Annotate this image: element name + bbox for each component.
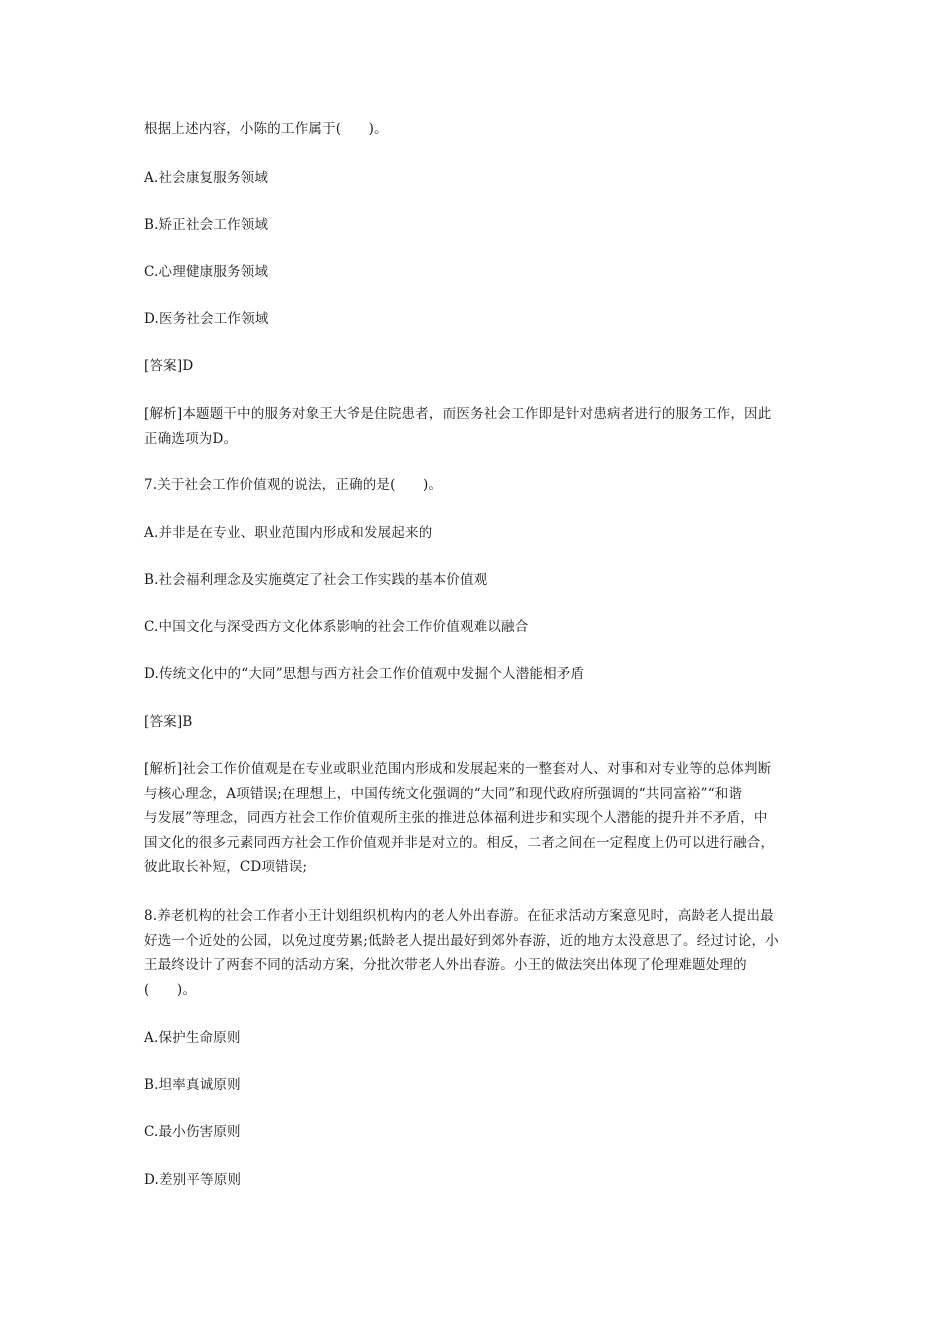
q6-option-c: C.心理健康服务领域 [144,264,269,280]
q6-analysis-line: 正确选项为D。 [144,430,238,447]
q7-analysis-line: 与发展”等理念，同西方社会工作价值观所主张的推进总体福利进步和实现个人潜能的提升并不矛盾，中 [144,810,768,826]
q8-stem [144,904,812,1002]
q7-analysis-line: 彼此取长补短，CD项错误; [144,859,308,875]
q6-analysis-line: [解析]本题题干中的服务对象王大爷是住院患者，而医务社会工作即是针对患病者进行的服务工作，因此 [144,406,772,422]
q7-answer: [答案]B [144,714,193,730]
q6-stem: 根据上述内容，小陈的工作属于( )。 [144,121,388,137]
q8-stem-line: 好选一个近处的公园，以免过度劳累;低龄老人提出最好到郊外春游，近的地方太没意思了。经过讨论，小 [144,932,779,949]
q7-analysis-line: 国文化的很多元素同西方社会工作价值观并非是对立的。相反，二者之间在一定程度上仍可以进行融合， [144,834,775,851]
q6-analysis [144,402,812,451]
q6-option-d: D.医务社会工作领域 [144,311,269,327]
q8-stem-line: 王最终设计了两套不同的活动方案，分批次带老人外出春游。小王的做法突出体现了伦理难题处理的 [144,957,747,973]
q8-option-d: D.差别平等原则 [144,1172,242,1188]
q6-option-b: B.矫正社会工作领域 [144,217,269,233]
q7-option-c: C.中国文化与深受西方文化体系影响的社会工作价值观难以融合 [144,619,529,635]
q7-option-a: A.并非是在专业、职业范围内形成和发展起来的 [144,525,433,541]
q7-analysis-line: 与核心理念，A项错误;在理想上，中国传统文化强调的“大同”和现代政府所强调的“共同富裕”“和谐 [144,785,743,802]
q7-analysis-line: [解析]社会工作价值观是在专业或职业范围内形成和发展起来的一整套对人、对事和对专业等的总体判断 [144,761,772,777]
q6-option-a: A.社会康复服务领域 [144,170,269,186]
q7-stem: 7.关于社会工作价值观的说法，正确的是( )。 [144,477,443,493]
q7-analysis [144,757,812,880]
q8-option-c: C.最小伤害原则 [144,1124,241,1140]
q6-answer: [答案]D [144,358,194,374]
q7-option-d: D.传统文化中的“大同”思想与西方社会工作价值观中发掘个人潜能相矛盾 [144,666,585,682]
q7-option-b: B.社会福利理念及实施奠定了社会工作实践的基本价值观 [144,572,488,588]
q8-option-b: B.坦率真诚原则 [144,1077,241,1093]
q8-stem-line: 8.养老机构的社会工作者小王计划组织机构内的老人外出春游。在征求活动方案意见时，高龄老人提出最 [144,908,774,924]
q8-stem-line: ( )。 [144,981,197,998]
q8-option-a: A.保护生命原则 [144,1030,241,1046]
